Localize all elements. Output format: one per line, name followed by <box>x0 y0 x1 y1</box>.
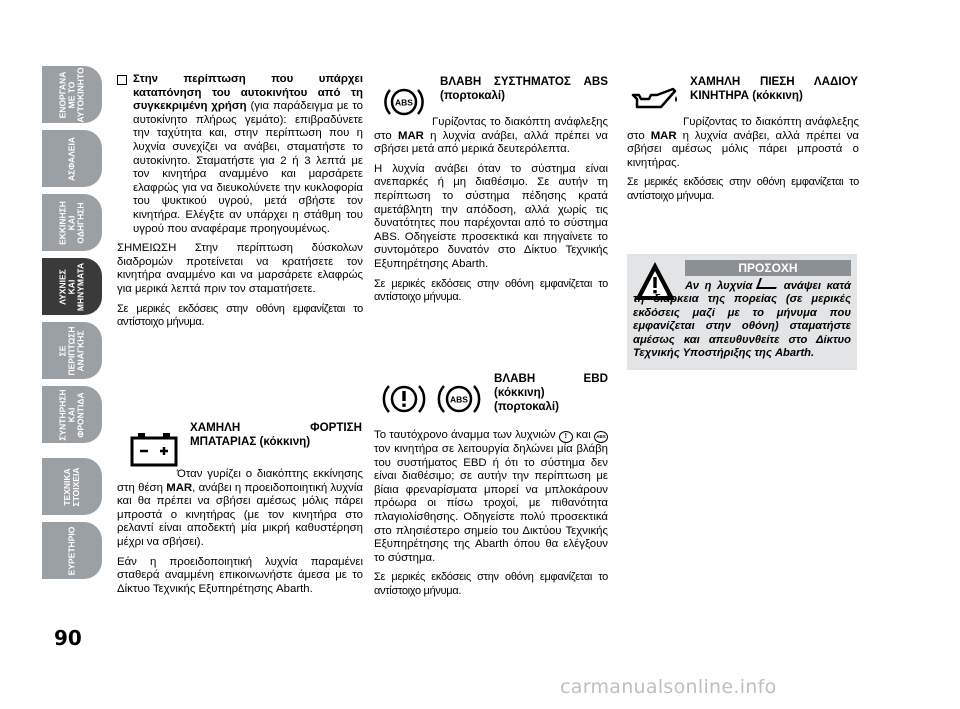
battery-heading <box>190 421 362 449</box>
oil-text: Γυρίζοντας το διακόπτη ανάφλεξης στο <box>627 116 859 142</box>
ebd-heading-text: ΒΛΑΒΗ EBD (κόκκινη) (πορτοκαλί) <box>494 372 608 413</box>
battery-section <box>117 468 363 602</box>
ebd-section <box>374 429 608 605</box>
bullet-paragraph <box>117 73 363 236</box>
warning-title: ΠΡΟΣΟΧΗ <box>685 260 851 276</box>
oil-text: η λυχνία ανάβει, αλλά πρέπει να σβήσει αμέσως μόλις πάρει μπροστά ο κινητήρας. <box>627 129 859 169</box>
warning-box <box>627 254 857 370</box>
tab-label: ΣΕ ΠΕΡΙΠΤΩΣΗ ΑΝΑΓΚΗΣ <box>57 325 86 376</box>
column-1 <box>117 73 363 336</box>
ebd-paragraph <box>374 429 608 565</box>
watermark: carmanualsonline.info <box>560 676 777 698</box>
tab-emergency[interactable] <box>42 322 102 379</box>
mar-label: MAR <box>166 481 193 494</box>
abs-heading-text: ΒΛΑΒΗ ΣΥΣΤΗΜΑΤΟΣ ABS (πορτοκαλί) <box>440 75 608 102</box>
bullet-text: (για παράδειγμα με το αυτοκίνητο πλήρως γεμάτο): επιβραδύνετε την ταχύτητα και, στην περίπτωση που η λυχνία συνεχίζει να ανάβει, σταματήστε το αυτοκίνητο. Σταματήστε για 2 ή 3 λεπτά με τον κινητήρα αναμμένο και μαρσάρετε ελαφρώς για να διευκολύνετε την κυκλοφορία του ψυκτικού υγρού, μετά σβήστε τον κινητήρα. Ελέγξτε αν υπάρχει η στάθμη του υγρού που αναφέραμε προηγουμένως. <box>133 100 363 235</box>
oil-section <box>627 116 859 210</box>
tab-label: ΛΥΧΝΙΕΣ ΚΑΙ ΜΗΝΥΜΑΤΑ <box>57 262 86 311</box>
battery-text: , ανάβει η προειδοποιητική λυχνία και θα πρέπει να σβήσει αμέσως μόλις πάρει μπροστά ο κινητήρας (με τον κινητήρα στο ρελαντί είναι αποδεκτή μία μικρή καθυστέρηση μέχρι να σβήσει). <box>117 481 363 548</box>
mar-label: MAR <box>397 129 424 142</box>
tab-safety[interactable] <box>42 130 102 187</box>
tab-maintenance[interactable] <box>42 386 102 443</box>
svg-text:ABS: ABS <box>450 394 468 405</box>
ebd-text: και <box>572 429 594 441</box>
abs-text: Γυρίζοντας το διακόπτη ανάφλεξης στο <box>374 116 608 142</box>
oil-heading-text: ΧΑΜΗΛΗ ΠΙΕΣΗ ΛΑΔΙΟΥ ΚΙΝΗΤΗΡΑ (κόκκινη) <box>690 75 858 102</box>
bullet-square-icon <box>117 75 127 85</box>
note-paragraph: ΣΗΜΕΙΩΣΗ Στην περίπτωση δύσκολων διαδρομών προτείνεται να κρατήσετε τον κινητήρα αναμμένο και να μαρσάρετε ελαφρώς για μερικά λεπτά πριν τον σταματήσετε. <box>117 242 363 295</box>
tab-instruments[interactable] <box>42 66 102 123</box>
tab-label: ΕΝΟΡΓΑΝΑ ΜΕ ΤΟ ΑΥΤΟΚΙΝΗΤΟ <box>57 66 86 123</box>
oil-pressure-icon <box>628 80 682 120</box>
bullet-bold-text: Στην περίπτωση που υπάρχει καταπόνηση του αυτοκινήτου από τη συγκεκριμένη χρήση <box>133 73 363 113</box>
brake-icon-inline: ! <box>559 431 573 443</box>
display-note: Σε μερικές εκδόσεις στην οθόνη εμφανίζεται το αντίστοιχο μήνυμα. <box>117 302 363 329</box>
abs-display-note: Σε μερικές εκδόσεις στην οθόνη εμφανίζεται το αντίστοιχο μήνυμα. <box>374 277 608 304</box>
abs-ebd-icon <box>432 374 486 424</box>
ebd-text: τον κινητήρα σε λειτουργία δηλώνει μία βλάβη του συστήματος EBD ή ότι το σύστημα δεν είναι διαθέσιμο; σε αυτήν την περίπτωση με βίαια φρεναρίσματα μπορεί να μπλοκάρουν πρόωρα οι πίσω τροχοί, με πιθανότητα πλαγιολίσθησης. Οδηγείστε πολύ προσεκτικά στο πλησιέστερο σημείο του Δικτύου Τεχνικής Εξυπηρέτησης της Abarth όπου θα ελέγξουν το σύστημα. <box>374 443 608 564</box>
oil-icon-inline <box>756 278 780 289</box>
battery-icon <box>128 428 180 470</box>
tab-label: ΑΣΦΑΛΕΙΑ <box>66 136 77 181</box>
battery-paragraph-2: Εάν η προειδοποιητική λυχνία παραμένει σταθερά αναμμένη επικοινωνήστε άμεσα με το Δίκτυο Τεχνικής Εξυπηρέτησης Abarth. <box>117 555 363 595</box>
abs-paragraph-2: Η λυχνία ανάβει όταν το σύστημα είναι ανεπαρκές ή μη διαθέσιμο. Σε αυτήν τη περίπτωση το σύστημα πέδησης κρατά αμετάβλητη την απόδοση, αλλά χωρίς τις δυνατότητες που παρέχονται από το σύστημα ABS. Οδηγείστε προσεκτικά και πηγαίνετε το συντομότερο δυνατόν στο Δίκτυο Τεχνικής Εξυπηρέτησης Abarth. <box>374 162 608 270</box>
warning-text-part: ανάψει κατά τη διάρκεια της πορείας (σε μερικές εκδόσεις μαζί με το μήνυμα που εμφανίζεται στην οθόνη) σταματήστε αμέσως και απευθυνθείτε στο Δίκτυο Τεχνικής Υποστήριξης της Abarth. <box>633 280 851 360</box>
oil-heading <box>690 75 858 103</box>
warning-text-part: Αν η λυχνία <box>685 280 759 292</box>
mar-label: MAR <box>650 129 677 142</box>
tab-warning-lights[interactable] <box>42 258 102 315</box>
tab-starting-driving[interactable] <box>42 194 102 251</box>
svg-text:ABS: ABS <box>395 97 413 108</box>
tab-index[interactable] <box>42 522 102 579</box>
warning-text <box>633 278 851 360</box>
ebd-heading <box>494 372 608 414</box>
oil-paragraph <box>627 116 859 170</box>
battery-paragraph-1 <box>117 468 363 550</box>
abs-paragraph-1 <box>374 116 608 157</box>
tab-label: ΕΥΡΕΤΗΡΙΟ <box>66 526 77 575</box>
ebd-display-note: Σε μερικές εκδόσεις στην οθόνη εμφανίζεται το αντίστοιχο μήνυμα. <box>374 571 608 597</box>
abs-text: η λυχνία ανάβει, αλλά πρέπει να σβήσει μετά από μερικά δευτερόλεπτα. <box>374 129 608 156</box>
page-number: 90 <box>54 626 82 650</box>
abs-heading <box>440 75 608 103</box>
tab-label: ΤΕΧΝΙΚΑ ΣΤΟΙΧΕΙΑ <box>62 467 81 506</box>
oil-display-note: Σε μερικές εκδόσεις στην οθόνη εμφανίζεται το αντίστοιχο μήνυμα. <box>627 176 859 202</box>
abs-section <box>374 116 608 311</box>
battery-heading-text: ΧΑΜΗΛΗ ΦΟΡΤΙΣΗ ΜΠΑΤΑΡΙΑΣ (κόκκινη) <box>190 421 362 448</box>
abs-icon-inline: ABS <box>594 431 608 443</box>
brake-warning-icon <box>378 374 430 424</box>
ebd-text: Το ταυτόχρονο άναμμα των λυχνιών <box>374 429 559 441</box>
tab-technical-data[interactable] <box>42 458 102 515</box>
tab-label: ΣΥΝΤΗΡΗΣΗ ΚΑΙ ΦΡΟΝΤΙΔΑ <box>57 388 86 441</box>
battery-text: Όταν γυρίζει ο διακόπτης εκκίνησης στη θέση <box>117 468 363 494</box>
tab-label: ΕΚΚΙΝΗΣΗ ΚΑΙ ΟΔΗΓΗΣΗ <box>57 200 86 245</box>
